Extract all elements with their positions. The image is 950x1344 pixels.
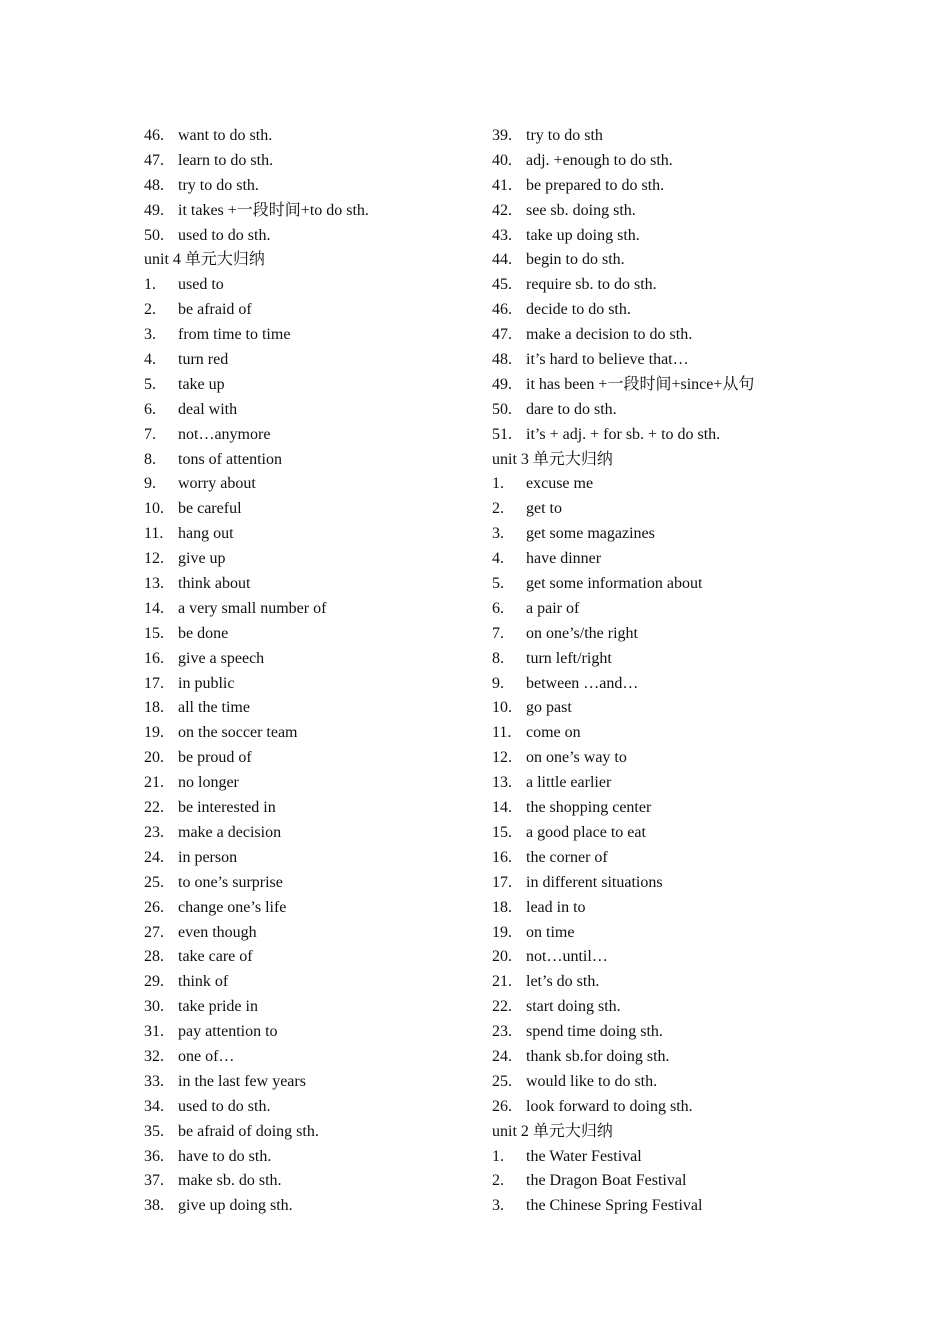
item-number: 47. bbox=[492, 326, 512, 344]
item-number: 3. bbox=[144, 326, 156, 344]
item-number: 1. bbox=[492, 1147, 504, 1165]
item-number: 29. bbox=[144, 973, 164, 991]
list-item bbox=[492, 423, 822, 448]
list-item bbox=[492, 995, 822, 1020]
list-item bbox=[144, 124, 474, 149]
item-phrase: the Chinese Spring Festival bbox=[526, 1197, 703, 1215]
item-number: 17. bbox=[492, 873, 512, 891]
item-phrase: would like to do sth. bbox=[526, 1072, 658, 1090]
item-number: 26. bbox=[144, 898, 164, 916]
item-number: 12. bbox=[144, 550, 164, 568]
item-number: 11. bbox=[492, 724, 512, 742]
list-item bbox=[492, 224, 822, 249]
list-item bbox=[144, 696, 474, 721]
list-item bbox=[144, 1145, 474, 1170]
item-number: 21. bbox=[144, 774, 164, 792]
list-item bbox=[492, 696, 822, 721]
item-phrase: turn red bbox=[178, 351, 229, 369]
item-number: 22. bbox=[144, 799, 164, 817]
item-phrase: try to do sth bbox=[526, 127, 603, 144]
list-item bbox=[492, 472, 822, 497]
item-number: 18. bbox=[492, 898, 512, 916]
list-item bbox=[492, 273, 822, 298]
item-number: 24. bbox=[492, 1047, 512, 1065]
list-item bbox=[144, 348, 474, 373]
list-item bbox=[144, 846, 474, 871]
item-number: 5. bbox=[492, 575, 504, 593]
item-phrase: from time to time bbox=[178, 326, 291, 344]
item-phrase: excuse me bbox=[526, 475, 594, 493]
item-phrase: look forward to doing sth. bbox=[526, 1097, 693, 1115]
item-phrase: let’s do sth. bbox=[526, 973, 600, 991]
list-item bbox=[492, 323, 822, 348]
item-number: 24. bbox=[144, 848, 164, 866]
list-item bbox=[492, 1095, 822, 1120]
item-number: 13. bbox=[492, 774, 512, 792]
list-item bbox=[144, 497, 474, 522]
list-item bbox=[492, 970, 822, 995]
item-number: 48. bbox=[492, 351, 512, 369]
item-phrase: require sb. to do sth. bbox=[526, 276, 657, 294]
item-number: 46. bbox=[144, 127, 164, 144]
item-number: 12. bbox=[492, 749, 512, 767]
list-item bbox=[144, 572, 474, 597]
item-phrase: turn left/right bbox=[526, 649, 612, 667]
list-item bbox=[492, 547, 822, 572]
item-number: 8. bbox=[492, 649, 504, 667]
item-phrase: the shopping center bbox=[526, 799, 652, 817]
list-item bbox=[144, 622, 474, 647]
list-item bbox=[144, 298, 474, 323]
item-number: 6. bbox=[144, 400, 156, 418]
item-phrase: not…anymore bbox=[178, 425, 271, 443]
item-phrase: used to bbox=[178, 276, 224, 294]
item-number: 4. bbox=[492, 550, 504, 568]
list-item bbox=[144, 721, 474, 746]
list-item bbox=[144, 149, 474, 174]
item-phrase: between …and… bbox=[526, 674, 639, 692]
item-phrase: even though bbox=[178, 923, 257, 941]
item-number: 46. bbox=[492, 301, 512, 319]
item-number: 23. bbox=[492, 1023, 512, 1041]
item-phrase: make sb. do sth. bbox=[178, 1172, 282, 1190]
list-item bbox=[144, 871, 474, 896]
item-phrase: in person bbox=[178, 848, 238, 866]
item-phrase: see sb. doing sth. bbox=[526, 201, 636, 219]
item-number: 25. bbox=[144, 873, 164, 891]
list-item bbox=[144, 224, 474, 249]
list-item bbox=[144, 273, 474, 298]
item-phrase: take up doing sth. bbox=[526, 226, 640, 244]
item-number: 25. bbox=[492, 1072, 512, 1090]
item-number: 35. bbox=[144, 1122, 164, 1140]
item-phrase: think of bbox=[178, 973, 229, 991]
list-item bbox=[144, 448, 474, 473]
list-item bbox=[492, 647, 822, 672]
item-number: 13. bbox=[144, 575, 164, 593]
item-phrase: give up doing sth. bbox=[178, 1197, 293, 1215]
item-phrase: one of… bbox=[178, 1047, 235, 1065]
list-item bbox=[492, 348, 822, 373]
list-item bbox=[144, 522, 474, 547]
item-number: 28. bbox=[144, 948, 164, 966]
list-item bbox=[492, 871, 822, 896]
list-item bbox=[144, 945, 474, 970]
item-number: 3. bbox=[492, 1197, 504, 1215]
item-number: 14. bbox=[144, 599, 164, 617]
item-number: 6. bbox=[492, 599, 504, 617]
item-number: 17. bbox=[144, 674, 164, 692]
item-phrase: in the last few years bbox=[178, 1072, 306, 1090]
list-item bbox=[144, 970, 474, 995]
item-phrase: the corner of bbox=[526, 848, 608, 866]
list-item bbox=[492, 846, 822, 871]
item-number: 26. bbox=[492, 1097, 512, 1115]
item-phrase: try to do sth. bbox=[178, 176, 259, 194]
list-item bbox=[144, 921, 474, 946]
item-phrase: decide to do sth. bbox=[526, 301, 631, 319]
list-item bbox=[144, 771, 474, 796]
item-phrase: it takes +一段时间+to do sth. bbox=[178, 201, 369, 219]
list-item bbox=[144, 896, 474, 921]
item-phrase: not…until… bbox=[526, 948, 608, 966]
list-item bbox=[144, 995, 474, 1020]
list-item bbox=[492, 622, 822, 647]
item-number: 30. bbox=[144, 998, 164, 1016]
item-phrase: start doing sth. bbox=[526, 998, 621, 1016]
list-item bbox=[492, 672, 822, 697]
item-phrase: on one’s way to bbox=[526, 749, 627, 767]
item-number: 19. bbox=[492, 923, 512, 941]
list-item bbox=[144, 1095, 474, 1120]
item-number: 1. bbox=[144, 276, 156, 294]
item-number: 31. bbox=[144, 1023, 164, 1041]
item-phrase: be afraid of bbox=[178, 301, 252, 319]
list-item bbox=[492, 1020, 822, 1045]
item-phrase: take pride in bbox=[178, 998, 258, 1016]
item-phrase: make a decision bbox=[178, 823, 282, 841]
item-number: 15. bbox=[492, 823, 512, 841]
list-item bbox=[492, 1070, 822, 1095]
list-item bbox=[144, 746, 474, 771]
list-item bbox=[492, 199, 822, 224]
section-heading: unit 2 单元大归纳 bbox=[492, 1122, 613, 1140]
item-number: 34. bbox=[144, 1097, 164, 1115]
item-number: 2. bbox=[144, 301, 156, 319]
item-phrase: have to do sth. bbox=[178, 1147, 272, 1165]
item-number: 50. bbox=[492, 400, 512, 418]
list-item bbox=[492, 597, 822, 622]
item-phrase: take up bbox=[178, 375, 225, 393]
item-number: 42. bbox=[492, 201, 512, 219]
item-phrase: come on bbox=[526, 724, 581, 742]
item-number: 51. bbox=[492, 425, 512, 443]
list-item bbox=[144, 1194, 474, 1219]
item-number: 39. bbox=[492, 127, 512, 144]
list-item bbox=[492, 298, 822, 323]
item-phrase: dare to do sth. bbox=[526, 400, 617, 418]
item-phrase: be proud of bbox=[178, 749, 252, 767]
item-number: 22. bbox=[492, 998, 512, 1016]
item-number: 40. bbox=[492, 151, 512, 169]
list-item bbox=[144, 323, 474, 348]
list-item bbox=[144, 1020, 474, 1045]
list-item bbox=[492, 1194, 822, 1219]
right-column bbox=[492, 124, 822, 1219]
item-number: 36. bbox=[144, 1147, 164, 1165]
item-phrase: begin to do sth. bbox=[526, 251, 625, 269]
list-item bbox=[144, 547, 474, 572]
item-number: 19. bbox=[144, 724, 164, 742]
list-item bbox=[144, 1070, 474, 1095]
list-item bbox=[492, 945, 822, 970]
item-phrase: used to do sth. bbox=[178, 226, 271, 244]
item-phrase: change one’s life bbox=[178, 898, 287, 916]
item-phrase: it’s + adj. + for sb. + to do sth. bbox=[526, 425, 721, 443]
item-phrase: it’s hard to believe that… bbox=[526, 351, 689, 369]
item-number: 49. bbox=[144, 201, 164, 219]
item-phrase: used to do sth. bbox=[178, 1097, 271, 1115]
item-phrase: the Dragon Boat Festival bbox=[526, 1172, 687, 1190]
list-item bbox=[492, 921, 822, 946]
item-number: 48. bbox=[144, 176, 164, 194]
item-phrase: be interested in bbox=[178, 799, 276, 817]
item-phrase: make a decision to do sth. bbox=[526, 326, 693, 344]
item-phrase: adj. +enough to do sth. bbox=[526, 151, 673, 169]
item-number: 9. bbox=[144, 475, 156, 493]
item-number: 5. bbox=[144, 375, 156, 393]
item-phrase: all the time bbox=[178, 699, 250, 717]
item-number: 16. bbox=[144, 649, 164, 667]
item-phrase: a pair of bbox=[526, 599, 580, 617]
item-number: 20. bbox=[144, 749, 164, 767]
item-phrase: deal with bbox=[178, 400, 238, 418]
item-number: 15. bbox=[144, 624, 164, 642]
list-item bbox=[144, 1169, 474, 1194]
item-number: 18. bbox=[144, 699, 164, 717]
section-heading: unit 3 单元大归纳 bbox=[492, 450, 613, 468]
item-phrase: no longer bbox=[178, 774, 239, 792]
item-number: 38. bbox=[144, 1197, 164, 1215]
item-number: 3. bbox=[492, 525, 504, 543]
item-phrase: go past bbox=[526, 699, 572, 717]
item-phrase: take care of bbox=[178, 948, 253, 966]
list-item bbox=[492, 1045, 822, 1070]
list-item bbox=[144, 472, 474, 497]
list-item bbox=[492, 149, 822, 174]
item-number: 10. bbox=[144, 500, 164, 518]
item-number: 2. bbox=[492, 1172, 504, 1190]
item-phrase: get to bbox=[526, 500, 562, 518]
list-item bbox=[492, 522, 822, 547]
item-number: 14. bbox=[492, 799, 512, 817]
item-phrase: give up bbox=[178, 550, 226, 568]
item-phrase: pay attention to bbox=[178, 1023, 278, 1041]
item-number: 43. bbox=[492, 226, 512, 244]
item-phrase: learn to do sth. bbox=[178, 151, 274, 169]
item-number: 9. bbox=[492, 674, 504, 692]
list-item bbox=[144, 373, 474, 398]
item-number: 20. bbox=[492, 948, 512, 966]
list-item bbox=[144, 821, 474, 846]
item-phrase: a little earlier bbox=[526, 774, 612, 792]
item-phrase: tons of attention bbox=[178, 450, 282, 468]
item-number: 2. bbox=[492, 500, 504, 518]
item-number: 41. bbox=[492, 176, 512, 194]
item-number: 37. bbox=[144, 1172, 164, 1190]
list-item bbox=[144, 199, 474, 224]
list-item bbox=[492, 1145, 822, 1170]
list-item bbox=[144, 398, 474, 423]
list-item bbox=[144, 796, 474, 821]
item-phrase: want to do sth. bbox=[178, 127, 273, 144]
item-phrase: to one’s surprise bbox=[178, 873, 283, 891]
list-item bbox=[492, 398, 822, 423]
item-phrase: on one’s/the right bbox=[526, 624, 638, 642]
item-phrase: a very small number of bbox=[178, 599, 327, 617]
item-number: 50. bbox=[144, 226, 164, 244]
item-phrase: be afraid of doing sth. bbox=[178, 1122, 319, 1140]
list-item bbox=[144, 647, 474, 672]
list-item bbox=[492, 771, 822, 796]
list-item bbox=[144, 423, 474, 448]
item-number: 10. bbox=[492, 699, 512, 717]
item-phrase: give a speech bbox=[178, 649, 265, 667]
list-item bbox=[492, 497, 822, 522]
left-column bbox=[144, 124, 474, 1219]
item-phrase: get some information about bbox=[526, 575, 703, 593]
item-phrase: on time bbox=[526, 923, 575, 941]
item-phrase: thank sb.for doing sth. bbox=[526, 1047, 670, 1065]
list-item bbox=[492, 373, 822, 398]
list-item bbox=[492, 1169, 822, 1194]
item-phrase: a good place to eat bbox=[526, 823, 646, 841]
item-number: 4. bbox=[144, 351, 156, 369]
item-phrase: get some magazines bbox=[526, 525, 655, 543]
item-number: 27. bbox=[144, 923, 164, 941]
item-phrase: hang out bbox=[178, 525, 234, 543]
item-phrase: think about bbox=[178, 575, 251, 593]
item-number: 45. bbox=[492, 276, 512, 294]
item-number: 32. bbox=[144, 1047, 164, 1065]
item-number: 33. bbox=[144, 1072, 164, 1090]
item-phrase: spend time doing sth. bbox=[526, 1023, 663, 1041]
item-phrase: worry about bbox=[178, 475, 256, 493]
list-item bbox=[492, 746, 822, 771]
item-phrase: have dinner bbox=[526, 550, 602, 568]
item-number: 1. bbox=[492, 475, 504, 493]
item-number: 7. bbox=[144, 425, 156, 443]
list-item bbox=[492, 248, 822, 273]
list-item bbox=[492, 821, 822, 846]
item-number: 49. bbox=[492, 375, 512, 393]
list-item bbox=[492, 124, 822, 149]
item-number: 47. bbox=[144, 151, 164, 169]
list-item bbox=[144, 1120, 474, 1145]
item-number: 16. bbox=[492, 848, 512, 866]
item-phrase: be careful bbox=[178, 500, 242, 518]
item-number: 7. bbox=[492, 624, 504, 642]
list-item bbox=[492, 174, 822, 199]
item-number: 23. bbox=[144, 823, 164, 841]
list-item bbox=[492, 796, 822, 821]
item-phrase: in different situations bbox=[526, 873, 663, 891]
item-number: 8. bbox=[144, 450, 156, 468]
list-item bbox=[492, 896, 822, 921]
item-phrase: be done bbox=[178, 624, 229, 642]
section-heading: unit 4 单元大归纳 bbox=[144, 251, 265, 269]
list-item bbox=[144, 672, 474, 697]
item-number: 44. bbox=[492, 251, 512, 269]
list-item bbox=[144, 174, 474, 199]
item-phrase: lead in to bbox=[526, 898, 586, 916]
item-phrase: on the soccer team bbox=[178, 724, 298, 742]
item-number: 11. bbox=[144, 525, 164, 543]
item-phrase: in public bbox=[178, 674, 235, 692]
list-item bbox=[144, 597, 474, 622]
item-number: 21. bbox=[492, 973, 512, 991]
list-item bbox=[144, 1045, 474, 1070]
list-item bbox=[492, 721, 822, 746]
item-phrase: be prepared to do sth. bbox=[526, 176, 665, 194]
list-item bbox=[492, 572, 822, 597]
item-phrase: the Water Festival bbox=[526, 1147, 642, 1165]
item-phrase: it has been +一段时间+since+从句 bbox=[526, 375, 755, 393]
